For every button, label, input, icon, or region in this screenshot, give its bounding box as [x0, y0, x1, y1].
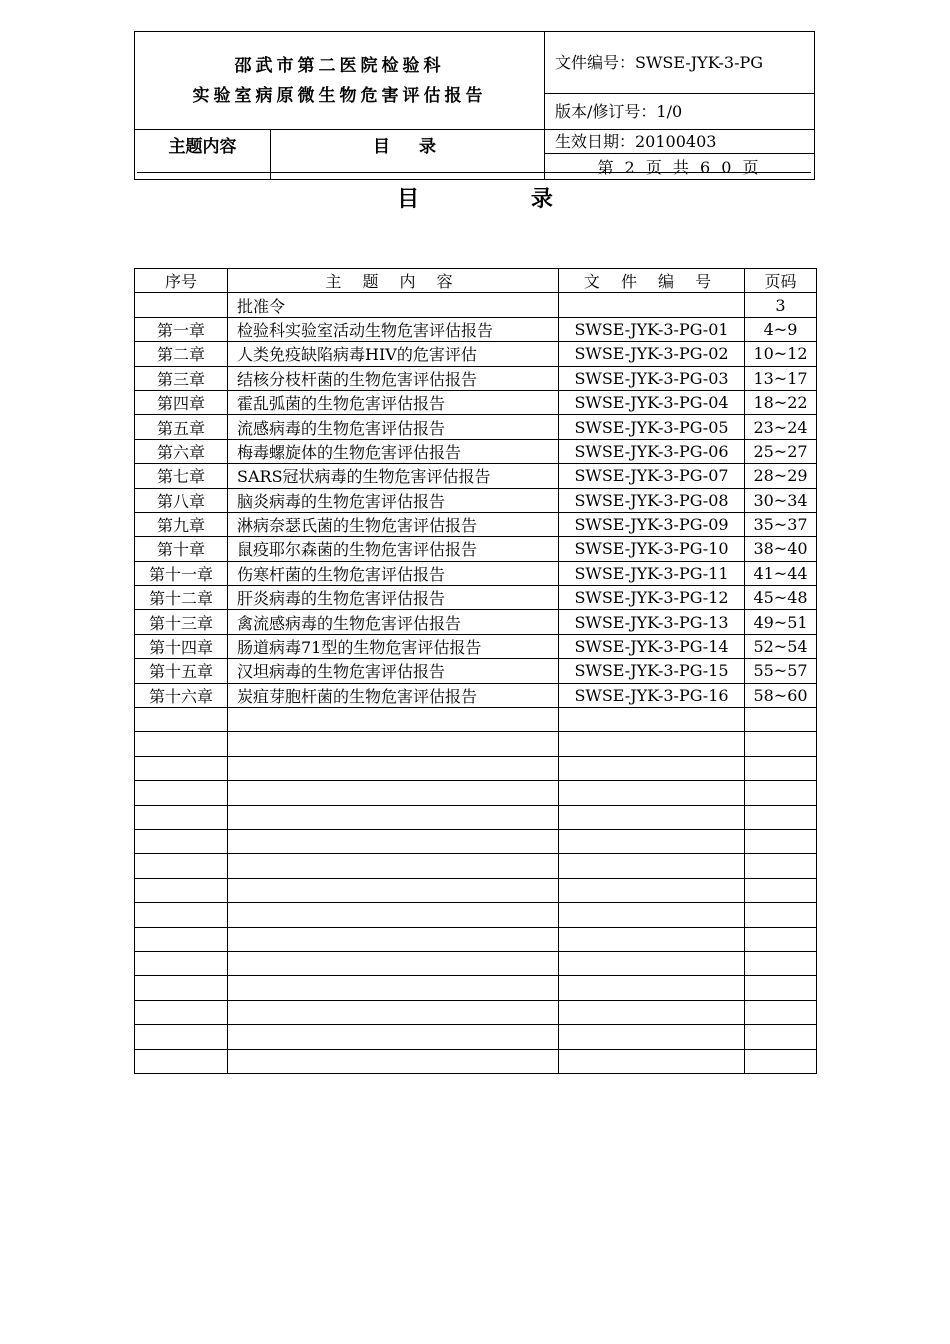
row-content — [228, 1025, 559, 1049]
row-number: 第一章 — [135, 317, 228, 341]
row-code — [559, 708, 745, 732]
row-code — [559, 854, 745, 878]
row-code: SWSE-JYK-3-PG-13 — [559, 610, 745, 634]
row-content — [228, 756, 559, 780]
page-title: 目 录 — [397, 187, 605, 212]
row-pages: 4~9 — [745, 317, 817, 341]
row-content — [228, 927, 559, 951]
table-row — [135, 1049, 817, 1073]
row-code — [559, 976, 745, 1000]
row-content — [228, 976, 559, 1000]
row-content — [228, 805, 559, 829]
doc-number: 文件编号：SWSE-JYK-3-PG — [545, 32, 815, 94]
row-number: 第五章 — [135, 415, 228, 439]
row-content — [228, 951, 559, 975]
row-content — [228, 1000, 559, 1024]
row-content — [228, 878, 559, 902]
row-code: SWSE-JYK-3-PG-14 — [559, 634, 745, 658]
row-pages: 23~24 — [745, 415, 817, 439]
table-row — [135, 976, 817, 1000]
table-row — [135, 951, 817, 975]
row-code — [559, 1049, 745, 1073]
row-code — [559, 756, 745, 780]
table-header-row — [135, 269, 817, 293]
row-number: 第十三章 — [135, 610, 228, 634]
page-info: 第 2 页 共 6 0 页 — [545, 154, 815, 180]
effective-date: 生效日期：20100403 — [545, 130, 815, 154]
column-header-code: 文 件 编 号 — [559, 269, 745, 293]
row-pages — [745, 829, 817, 853]
column-header-content: 主 题 内 容 — [228, 269, 559, 293]
organization-title — [135, 32, 545, 130]
table-row — [135, 659, 817, 683]
row-pages — [745, 1025, 817, 1049]
row-number — [135, 756, 228, 780]
row-number — [135, 293, 228, 317]
row-code: SWSE-JYK-3-PG-04 — [559, 390, 745, 414]
row-content — [228, 829, 559, 853]
row-code — [559, 293, 745, 317]
document-header — [134, 31, 815, 180]
row-pages: 38~40 — [745, 537, 817, 561]
table-row — [135, 683, 817, 707]
row-code — [559, 805, 745, 829]
column-header-pages: 页码 — [745, 269, 817, 293]
table-row — [135, 878, 817, 902]
row-pages: 49~51 — [745, 610, 817, 634]
row-number — [135, 927, 228, 951]
row-content: 禽流感病毒的生物危害评估报告 — [228, 610, 559, 634]
row-number: 第九章 — [135, 512, 228, 536]
row-code: SWSE-JYK-3-PG-12 — [559, 586, 745, 610]
row-pages — [745, 903, 817, 927]
row-number: 第十二章 — [135, 586, 228, 610]
row-number: 第十章 — [135, 537, 228, 561]
table-row — [135, 610, 817, 634]
row-pages: 28~29 — [745, 464, 817, 488]
row-number — [135, 732, 228, 756]
table-row — [135, 366, 817, 390]
row-code: SWSE-JYK-3-PG-10 — [559, 537, 745, 561]
row-number — [135, 708, 228, 732]
row-content: 鼠疫耶尔森菌的生物危害评估报告 — [228, 537, 559, 561]
row-content: 结核分枝杆菌的生物危害评估报告 — [228, 366, 559, 390]
row-code — [559, 1000, 745, 1024]
row-number: 第十四章 — [135, 634, 228, 658]
row-number — [135, 829, 228, 853]
row-content: 流感病毒的生物危害评估报告 — [228, 415, 559, 439]
row-pages: 41~44 — [745, 561, 817, 585]
table-row — [135, 781, 817, 805]
table-row — [135, 415, 817, 439]
row-pages — [745, 854, 817, 878]
row-number — [135, 805, 228, 829]
row-pages: 35~37 — [745, 512, 817, 536]
row-content: SARS冠状病毒的生物危害评估报告 — [228, 464, 559, 488]
row-pages: 58~60 — [745, 683, 817, 707]
table-row — [135, 903, 817, 927]
row-number: 第七章 — [135, 464, 228, 488]
table-row — [135, 464, 817, 488]
row-content: 批准令 — [228, 293, 559, 317]
row-content — [228, 903, 559, 927]
row-number: 第八章 — [135, 488, 228, 512]
row-content: 梅毒螺旋体的生物危害评估报告 — [228, 439, 559, 463]
table-row — [135, 634, 817, 658]
contents-table — [134, 268, 817, 1074]
row-pages: 45~48 — [745, 586, 817, 610]
row-pages: 25~27 — [745, 439, 817, 463]
row-pages — [745, 805, 817, 829]
row-code — [559, 1025, 745, 1049]
row-number — [135, 1025, 228, 1049]
row-code: SWSE-JYK-3-PG-03 — [559, 366, 745, 390]
row-number — [135, 1049, 228, 1073]
row-number — [135, 951, 228, 975]
row-number — [135, 903, 228, 927]
row-code: SWSE-JYK-3-PG-01 — [559, 317, 745, 341]
row-pages: 55~57 — [745, 659, 817, 683]
row-content — [228, 732, 559, 756]
row-pages: 3 — [745, 293, 817, 317]
row-pages — [745, 708, 817, 732]
table-row — [135, 390, 817, 414]
row-content: 肝炎病毒的生物危害评估报告 — [228, 586, 559, 610]
table-row — [135, 488, 817, 512]
row-content — [228, 854, 559, 878]
table-row — [135, 561, 817, 585]
row-pages: 13~17 — [745, 366, 817, 390]
row-pages: 18~22 — [745, 390, 817, 414]
table-row — [135, 805, 817, 829]
row-code — [559, 829, 745, 853]
row-number — [135, 1000, 228, 1024]
subject-value: 目 录 — [271, 130, 545, 180]
table-row — [135, 1025, 817, 1049]
column-header-number: 序号 — [135, 269, 228, 293]
table-row — [135, 317, 817, 341]
row-content: 人类免疫缺陷病毒HIV的危害评估 — [228, 342, 559, 366]
row-code: SWSE-JYK-3-PG-08 — [559, 488, 745, 512]
row-code — [559, 878, 745, 902]
org-line-1: 邵武市第二医院检验科 — [234, 55, 445, 76]
table-row — [135, 512, 817, 536]
table-row — [135, 708, 817, 732]
table-row — [135, 927, 817, 951]
row-number: 第六章 — [135, 439, 228, 463]
row-pages: 52~54 — [745, 634, 817, 658]
row-content: 淋病奈瑟氏菌的生物危害评估报告 — [228, 512, 559, 536]
row-number — [135, 976, 228, 1000]
row-code — [559, 903, 745, 927]
row-code: SWSE-JYK-3-PG-16 — [559, 683, 745, 707]
row-pages — [745, 927, 817, 951]
row-content — [228, 781, 559, 805]
table-row — [135, 439, 817, 463]
row-content: 霍乱弧菌的生物危害评估报告 — [228, 390, 559, 414]
row-code — [559, 781, 745, 805]
table-row — [135, 756, 817, 780]
row-content: 伤寒杆菌的生物危害评估报告 — [228, 561, 559, 585]
row-code: SWSE-JYK-3-PG-05 — [559, 415, 745, 439]
row-content: 肠道病毒71型的生物危害评估报告 — [228, 634, 559, 658]
row-pages — [745, 756, 817, 780]
table-row — [135, 586, 817, 610]
row-pages — [745, 732, 817, 756]
org-line-2: 实验室病原微生物危害评估报告 — [192, 85, 487, 106]
row-number: 第十五章 — [135, 659, 228, 683]
row-code: SWSE-JYK-3-PG-15 — [559, 659, 745, 683]
row-number: 第十六章 — [135, 683, 228, 707]
row-number: 第二章 — [135, 342, 228, 366]
row-content: 炭疽芽胞杆菌的生物危害评估报告 — [228, 683, 559, 707]
row-content — [228, 1049, 559, 1073]
row-code: SWSE-JYK-3-PG-11 — [559, 561, 745, 585]
row-content: 检验科实验室活动生物危害评估报告 — [228, 317, 559, 341]
contents-table-body — [135, 293, 817, 1074]
row-code: SWSE-JYK-3-PG-07 — [559, 464, 745, 488]
table-row — [135, 829, 817, 853]
row-number — [135, 878, 228, 902]
row-code — [559, 732, 745, 756]
row-number: 第四章 — [135, 390, 228, 414]
row-code: SWSE-JYK-3-PG-06 — [559, 439, 745, 463]
table-row — [135, 537, 817, 561]
row-number — [135, 781, 228, 805]
row-pages — [745, 781, 817, 805]
row-pages — [745, 951, 817, 975]
row-pages: 10~12 — [745, 342, 817, 366]
subject-label: 主题内容 — [135, 130, 271, 180]
row-pages — [745, 976, 817, 1000]
row-number: 第三章 — [135, 366, 228, 390]
row-number — [135, 854, 228, 878]
header-divider — [137, 172, 811, 173]
table-row — [135, 342, 817, 366]
table-row — [135, 732, 817, 756]
row-content: 脑炎病毒的生物危害评估报告 — [228, 488, 559, 512]
row-code: SWSE-JYK-3-PG-09 — [559, 512, 745, 536]
version-number: 版本/修订号：1/0 — [545, 94, 815, 130]
row-pages — [745, 878, 817, 902]
row-pages — [745, 1000, 817, 1024]
row-content: 汉坦病毒的生物危害评估报告 — [228, 659, 559, 683]
row-pages — [745, 1049, 817, 1073]
row-content — [228, 708, 559, 732]
row-code: SWSE-JYK-3-PG-02 — [559, 342, 745, 366]
row-code — [559, 951, 745, 975]
row-pages: 30~34 — [745, 488, 817, 512]
table-row — [135, 293, 817, 317]
table-row — [135, 1000, 817, 1024]
row-number: 第十一章 — [135, 561, 228, 585]
row-code — [559, 927, 745, 951]
table-row — [135, 854, 817, 878]
